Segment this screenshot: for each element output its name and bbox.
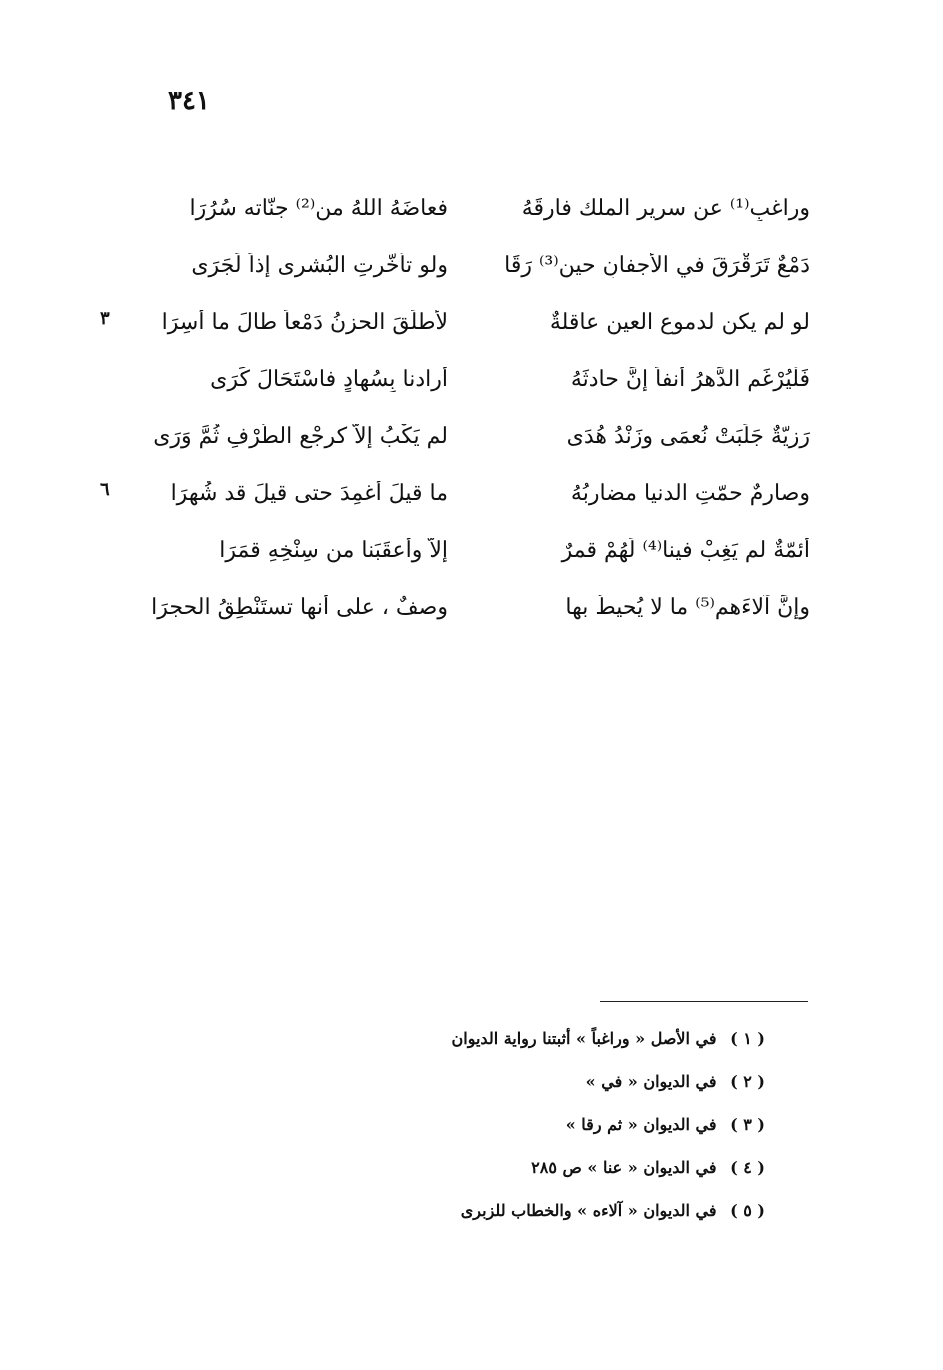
verse-first-hemistich: وراغبٍ⁽¹⁾ عن سريرِ الملك فارقَهُ: [521, 196, 810, 221]
footnote-divider: [600, 1001, 808, 1002]
verse-first-hemistich: لو لم يكن لدموعِ العينِ عاقلةٌ: [549, 310, 810, 335]
verse-line: [100, 465, 810, 522]
footnote-text: في الأصل « وراغباً » أثبتنا رواية الديوان: [451, 1029, 717, 1048]
verse-second-hemistich: أرادنا بِسُهادٍ فاسْتَحَالَ كَرَى: [210, 367, 448, 392]
verse-second-hemistich: ما قيلَ أُغمِدَ حتى قيلَ قد شُهِرَا: [170, 481, 448, 506]
footnote-text: في الديوان « عنا » ص ٢٨٥: [531, 1158, 717, 1177]
verse-second-hemistich: إلاّ وأعقَبَنا من سِنْخِهِ قمَرَا: [219, 538, 448, 563]
verse-number: ٣: [100, 308, 110, 329]
footnotes: [380, 1022, 765, 1237]
verse-line: [100, 294, 810, 351]
page-number: ٣٤١: [168, 86, 210, 116]
verse-first-hemistich: وإنَّ آلاءَهم⁽⁵⁾ ما لا يُحيطُ بها: [565, 595, 810, 620]
verse-first-hemistich: فَلْيُرْغَمِ الدَّهرُ أنفاً إنَّ حادثَهُ: [570, 367, 810, 392]
verse-line: [100, 351, 810, 408]
footnote-marker: ( ٥ ): [730, 1201, 765, 1220]
footnote-item: [380, 1065, 765, 1108]
footnote-item: [380, 1151, 765, 1194]
verse-second-hemistich: فعاضَهُ اللهُ من⁽²⁾ جنّاته سُرُرَا: [189, 196, 448, 221]
footnote-item: [380, 1108, 765, 1151]
footnote-item: [380, 1194, 765, 1237]
verse-second-hemistich: ولو تأخّرتِ البُشرى إذاً لَجَرَى: [191, 253, 448, 278]
verse-first-hemistich: رَزِيّةٌ جَلَبَتْ نُعمَى وزَنْدُ هُدَى: [566, 424, 810, 449]
verse-second-hemistich: وصفٌ ، على أنها تستَنْطِقُ الحجرَا: [151, 595, 448, 620]
verse-number: ٦: [100, 479, 110, 500]
footnote-marker: ( ٣ ): [730, 1115, 765, 1134]
footnote-text: في الديوان « آلاءه » والخطاب للزبرى: [460, 1201, 717, 1220]
verse-second-hemistich: لم يَكْبُ إلاّ كرجْعِ الطَّرْفِ ثُمَّ وَرَى: [153, 424, 448, 449]
verse-line: [100, 180, 810, 237]
footnote-marker: ( ٢ ): [730, 1072, 765, 1091]
verse-second-hemistich: لأطلَقَ الحزنُ دَمْعاً طالَ ما أُسِرَا: [161, 310, 448, 335]
verse-line: [100, 408, 810, 465]
verse-line: [100, 522, 810, 579]
footnote-marker: ( ٤ ): [730, 1158, 765, 1177]
verse-first-hemistich: وصارمٌ حمّتِ الدنيا مضارِبُهُ: [570, 481, 810, 506]
verse-first-hemistich: دَمْعٌ تَرَقْرَقَ في الأجفانِ حين⁽³⁾ رَقَا: [504, 253, 810, 278]
verse-line: [100, 237, 810, 294]
footnote-item: [380, 1022, 765, 1065]
footnote-marker: ( ١ ): [730, 1029, 765, 1048]
footnote-text: في الديوان « في »: [585, 1072, 717, 1091]
poem-body: [100, 180, 810, 636]
verse-line: [100, 579, 810, 636]
verse-first-hemistich: أئمّةٌ لم يَغِبْ فينا⁽⁴⁾ لَهُمْ قمرٌ: [561, 538, 810, 563]
footnote-text: في الديوان « ثم رقا »: [565, 1115, 717, 1134]
